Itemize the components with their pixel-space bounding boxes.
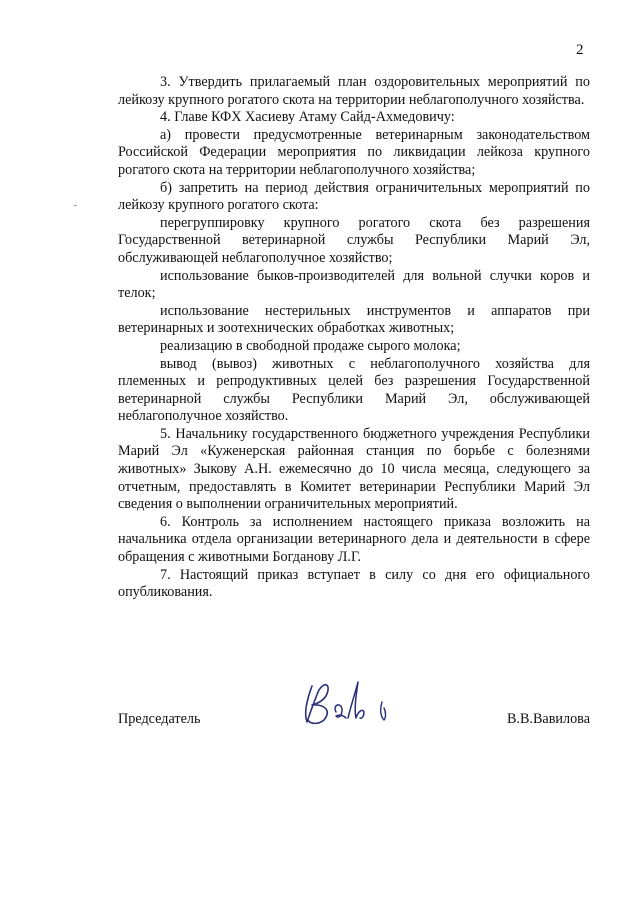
paragraph-item-4b: б) запретить на период действия ограничительных мероприятий по лейкозу крупного рогатого скота:: [118, 179, 590, 214]
signer-name: В.В.Вавилова: [506, 711, 590, 727]
paragraph-item-7: 7. Настоящий приказ вступает в силу со дня его официального опубликования.: [118, 566, 590, 601]
signature-block: [118, 672, 590, 732]
paragraph-ban-bulls: использование быков-производителей для вольной случки коров и телок;: [118, 267, 590, 302]
paragraph-item-4: 4. Главе КФХ Хасиеву Атаму Сайд-Ахмедовичу:: [160, 109, 455, 126]
paragraph-ban-regrouping: перегруппировку крупного рогатого скота без разрешения Государственной ветеринарной службы Республики Марий Эл, обслуживающей неблагополучное хозяйство;: [118, 214, 590, 266]
paragraph-ban-milk-sale: реализацию в свободной продаже сырого молока;: [160, 337, 461, 354]
signer-title: Председатель: [118, 711, 201, 727]
page-number: 2: [576, 42, 584, 58]
paragraph-ban-animal-export: вывод (вывоз) животных с неблагополучного хозяйства для племенных и репродуктивных целей без разрешения Государственной ветеринарной службы Республики Марий Эл, обслуживающей неблагополучное хозяйство.: [118, 355, 590, 425]
margin-mark: [74, 205, 77, 206]
paragraph-item-4a: а) провести предусмотренные ветеринарным законодательством Российской Федерации мероприятия по ликвидации лейкоза крупного рогатого скота на территории неблагополучного хозяйства;: [118, 126, 590, 178]
paragraph-item-6: 6. Контроль за исполнением настоящего приказа возложить на начальника отдела организации ветеринарного дела и деятельности в сфере обращения с животными Богданову Л.Г.: [118, 513, 590, 566]
document-body: [118, 74, 590, 602]
paragraph-item-5: 5. Начальнику государственного бюджетного учреждения Республики Марий Эл «Куженерская районная станция по борьбе с болезнями животных» Зыкову А.Н. ежемесячно до 10 числа месяца, следующего за отчетным, предоставлять в Комитет ветеринарии Республики Марий Эл сведения о выполнении ограничительных мероприятий.: [118, 425, 590, 513]
paragraph-item-3: 3. Утвердить прилагаемый план оздоровительных мероприятий по лейкозу крупного рогатого скота на территории неблагополучного хозяйства.: [118, 74, 590, 108]
handwritten-signature: [298, 672, 408, 730]
paragraph-ban-instruments: использование нестерильных инструментов и аппаратов при ветеринарных и зоотехнических обработках животных;: [118, 302, 590, 337]
